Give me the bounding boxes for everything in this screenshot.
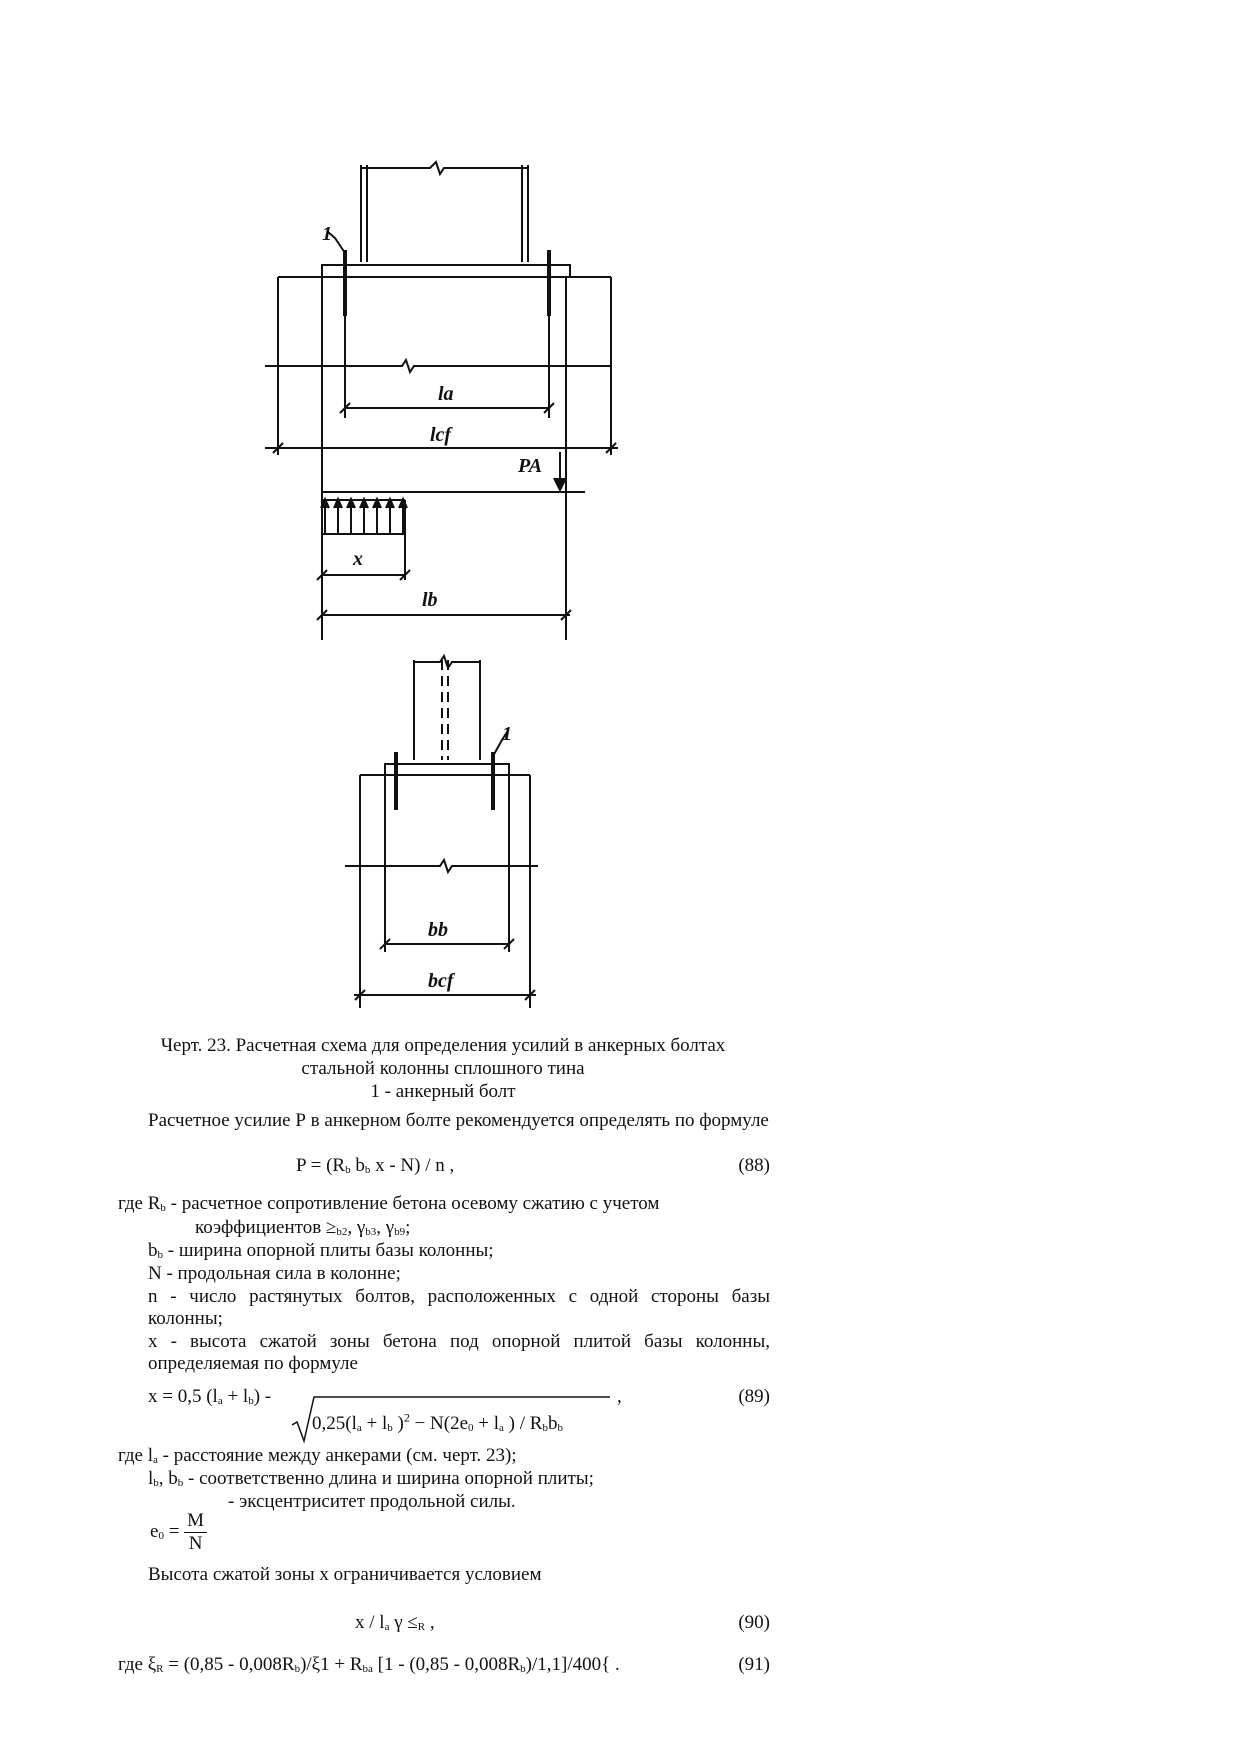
figure-caption (118, 1034, 768, 1103)
label-la: la (438, 383, 454, 405)
where-rb: где $R_b$ - расчетное сопротивление бетона осевому сжатию с учетом (118, 1193, 660, 1214)
caption-line-3: 1 - анкерный болт (370, 1081, 516, 1102)
where-x: x - высота сжатой зоны бетона под опорной плитой базы колонны, определяемая по формуле (148, 1331, 770, 1374)
equation-number-89: (89) (738, 1386, 770, 1407)
label-bb: bb (428, 919, 448, 941)
label-lcf: lcf (430, 424, 452, 446)
where-n-force: N - продольная сила в колонне; (148, 1263, 401, 1284)
paragraph-1: Расчетное усилие Р в анкерном болте рекомендуется определять по формуле (148, 1110, 769, 1131)
label-bcf: bcf (428, 970, 454, 992)
where-lb-bb: $l_b$, $b_b$ - соответственно длина и ширина опорной плиты; (148, 1468, 594, 1489)
label-x: x (353, 548, 363, 570)
equation-89-radicand: $0,25(l_a + l_b$ )$^2 - N(2e_0 + l_a$ ) / $R_bb_b$ (312, 1410, 563, 1434)
equation-89-comma: , (617, 1386, 622, 1407)
where-eccentricity: - эксцентриситет продольной силы. (228, 1491, 516, 1512)
caption-line-2: стальной колонны сплошного тина (301, 1058, 585, 1079)
equation-90: x / $l_a$ $\gamma \le_R$ , (355, 1612, 435, 1633)
equation-89-lhs: x = 0,5 $(l_a + l_b)$ - (148, 1386, 272, 1407)
equation-88: $P = (R_b$ $b_b$ x - N) / n , (296, 1155, 455, 1176)
where-rb-coeffs: коэффициентов $\ge_{b2}$, $\gamma_{b3}$, $\gamma_{b9}$; (195, 1217, 411, 1238)
equation-e0: $e_0$ = $\frac{M}{N}$ (150, 1510, 207, 1555)
where-bb: $b_b$ - ширина опорной плиты базы колонны; (148, 1240, 494, 1261)
label-lb: lb (422, 589, 438, 611)
equation-number-88: (88) (738, 1155, 770, 1176)
where-n-count: n - число растянутых болтов, расположенных с одной стороны базы колонны; (148, 1286, 770, 1329)
fraction-m-over-n: $\frac{M}{N}$ (184, 1510, 207, 1555)
paragraph-2: Высота сжатой зоны x ограничивается условием (148, 1564, 542, 1585)
where-la: где $l_a$ - расстояние между анкерами (см. черт. 23); (118, 1445, 517, 1466)
bottom-bolt-marker: 1 (502, 723, 512, 745)
equation-91: где $\xi_R = (0,85 - 0,008R_b)/\xi 1 + R_{ba}$ $[1 - (0,85 - 0,008R_b)/1,1]/400${ . (118, 1654, 620, 1675)
top-bolt-marker: 1 (322, 223, 332, 245)
label-pa: PA (518, 455, 543, 477)
equation-number-90: (90) (738, 1612, 770, 1633)
caption-line-1: Черт. 23. Расчетная схема для определения усилий в анкерных болтах (160, 1035, 726, 1056)
equation-number-91: (91) (738, 1654, 770, 1675)
